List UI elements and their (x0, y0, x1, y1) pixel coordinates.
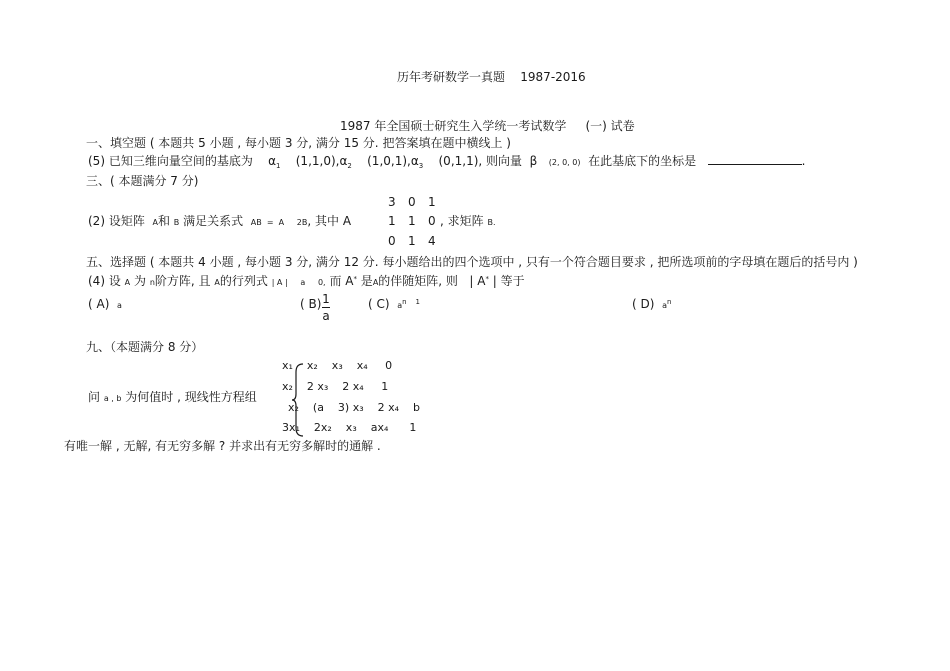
q4-star: * (353, 275, 357, 283)
q2-mid: 满足关系式 (183, 214, 244, 228)
matrix-cell: 0 (428, 214, 436, 228)
page-title-years: 1987-2016 (520, 70, 586, 84)
matrix-cell: 3 (388, 195, 396, 209)
equation-3: x₂ (a 3) x₃ 2 x₄ b (288, 401, 420, 414)
q2-where: , 其中 A (307, 214, 352, 228)
matrix-cell: 1 (428, 195, 436, 209)
section-3-heading: 三、( 本题满分 7 分) (86, 174, 199, 188)
q4-text: 而 A (329, 274, 354, 288)
matrix-row-3 (388, 234, 448, 248)
section-1-heading: 一、填空题 ( 本题共 5 小题 , 每小题 3 分, 满分 15 分. 把答案填在题中横线上 ) (86, 136, 511, 150)
q2-matrix-b-end: B. (487, 218, 496, 227)
q5-end: . (801, 154, 806, 168)
q2-matrix-b: B (173, 218, 180, 227)
q5-alpha1: $\alpha_1$ (268, 154, 281, 170)
q4-prefix: (4) 设 (88, 274, 121, 288)
section-5-heading: 五、选择题 ( 本题共 4 小题 , 每小题 3 分, 满分 12 分. 每小题给出的四个选项中 , 只有一个符合题目要求 , 把所选项前的字母填在题后的括号内 ) (86, 255, 858, 269)
option-d-exponent: n (666, 298, 672, 306)
matrix-cell: 0 (388, 234, 396, 248)
q5-beta: β (529, 154, 538, 168)
q5-alpha2: $\alpha_2$ (339, 154, 352, 170)
option-b-denominator: a (322, 309, 330, 323)
exam-title-text: 1987 年全国硕士研究生入学统一考试数学 (340, 119, 567, 133)
matrix-row-1 (388, 195, 448, 209)
option-a (88, 297, 122, 313)
q9-suffix: 为何值时 , 现线性方程组 (125, 390, 257, 404)
q5-vec2: (1,0,1), (367, 154, 411, 168)
option-c-exponent: n 1 (402, 298, 420, 306)
option-b (300, 297, 321, 311)
exam-title (340, 119, 635, 133)
q4-var-a: A (124, 278, 131, 287)
matrix-cell: 1 (408, 234, 416, 248)
option-b-fraction (322, 292, 330, 323)
q4-var-a: A (372, 278, 379, 287)
equation-4: 3x₁ 2x₂ x₃ ax₄ 1 (282, 421, 417, 434)
q4-text: 阶方阵, 且 (154, 274, 211, 288)
page-title (397, 70, 586, 84)
question-4 (88, 274, 525, 290)
option-a-label: ( A) (88, 297, 110, 311)
matrix-row-2 (388, 214, 448, 228)
q4-var-a: A (214, 278, 220, 287)
q5-alpha3: $\alpha_3$ (410, 154, 424, 170)
q5-vec3: (0,1,1), 则向量 (438, 154, 523, 168)
option-c-label: ( C) (368, 297, 390, 311)
q2-matrix-a: A (152, 218, 158, 227)
matrix-cell: 1 (388, 214, 396, 228)
q2-prefix: (2) 设矩阵 (88, 214, 145, 228)
option-a-value: a (117, 301, 122, 310)
equation-1: x₁ x₂ x₃ x₄ 0 (282, 359, 393, 372)
section-9-heading: 九、（本题满分 8 分） (86, 340, 204, 354)
q2-and: 和 (157, 214, 170, 228)
q2-tail (440, 214, 496, 230)
matrix-cell: 1 (408, 214, 416, 228)
q5-prefix: (5) 已知三维向量空间的基底为 (88, 154, 253, 168)
fraction-bar (322, 307, 330, 308)
question-9 (88, 390, 257, 406)
q2-relation: AB = A 2B (250, 218, 308, 227)
q4-text: 的伴随矩阵, 则 (378, 274, 458, 288)
q2-suffix: , 求矩阵 (440, 214, 484, 228)
option-d-value: a (662, 301, 667, 310)
exam-part: (一) 试卷 (585, 119, 635, 133)
q9-conclusion: 有唯一解 , 无解, 有无穷多解 ? 并求出有无穷多解时的通解 . (64, 439, 381, 453)
q5-suffix: 在此基底下的坐标是 (588, 154, 697, 168)
option-d (632, 297, 671, 313)
answer-blank (708, 154, 802, 165)
q4-adj-det: | A (469, 274, 486, 288)
question-2 (88, 214, 351, 230)
option-b-numerator: 1 (322, 292, 330, 306)
question-5 (88, 154, 805, 170)
q4-var-n: n (149, 278, 155, 287)
option-c (368, 297, 420, 313)
q4-text: 为 (133, 274, 146, 288)
option-b-label: ( B) (300, 297, 322, 311)
q4-text: 是 (360, 274, 373, 288)
q4-text: | 等于 (492, 274, 525, 288)
q4-text: 的行列式 (219, 274, 268, 288)
q5-beta-vector: (2, 0, 0) (548, 158, 581, 167)
q4-star: * (485, 275, 489, 283)
option-c-value: a (397, 301, 403, 310)
q9-prefix: 问 (88, 390, 101, 404)
page-title-text: 历年考研数学一真题 (397, 70, 506, 84)
matrix-cell: 0 (408, 195, 416, 209)
option-d-label: ( D) (632, 297, 655, 311)
q4-determinant: | A | a 0, (271, 278, 326, 287)
matrix-cell: 4 (428, 234, 436, 248)
q5-vec1: (1,1,0), (295, 154, 340, 168)
q9-params: a , b (103, 394, 122, 403)
equation-2: x₂ 2 x₃ 2 x₄ 1 (282, 380, 389, 393)
